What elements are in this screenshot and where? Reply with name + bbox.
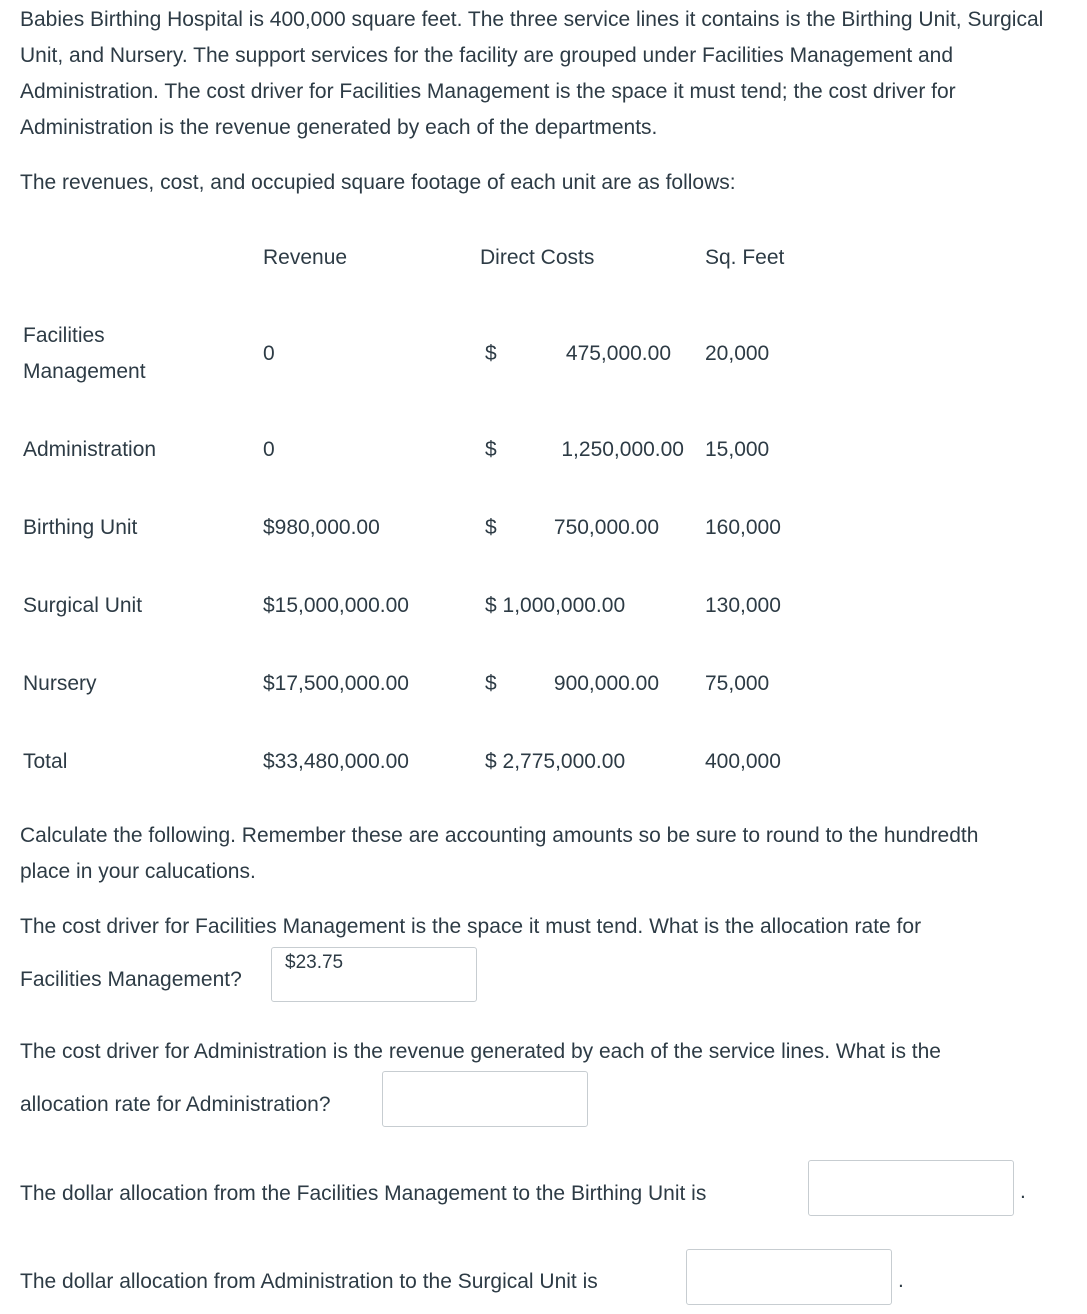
dollar-sign: $: [485, 672, 497, 695]
direct-cost-cell: 475,000.00: [565, 342, 671, 365]
direct-cost-cell: $ 2,775,000.00: [485, 750, 626, 773]
revenue-cell: $15,000,000.00: [263, 594, 409, 617]
row-label: Facilities: [23, 324, 105, 347]
facilities-allocation-rate-input[interactable]: [271, 947, 477, 1002]
dollar-sign: $: [485, 516, 497, 539]
direct-cost-cell: 900,000.00: [553, 672, 659, 695]
revenue-cell: $980,000.00: [263, 516, 380, 539]
revenue-cell: $33,480,000.00: [263, 750, 409, 773]
row-label: Birthing Unit: [23, 516, 138, 539]
row-label: Total: [23, 750, 68, 773]
row-label: Management: [23, 360, 146, 383]
dollar-sign: $: [485, 342, 497, 365]
sentence-period: .: [898, 1269, 904, 1292]
administration-to-surgical-allocation-input[interactable]: [686, 1249, 892, 1305]
direct-cost-cell: 1,250,000.00: [561, 438, 684, 461]
sq-feet-cell: 130,000: [705, 594, 781, 617]
sq-feet-cell: 15,000: [705, 438, 770, 461]
intro-paragraph: Babies Birthing Hospital is 400,000 square feet. The three service lines it contains is the Birthing Unit, Surgical Unit, and Nursery. The support services for the facility are grouped under Facilities Management and Administration. The cost driver for Facilities Management is the space it must tend; the cost driver for Administration is the revenue generated by each of the departments.: [20, 8, 1044, 139]
facilities-to-birthing-allocation-input[interactable]: [808, 1160, 1014, 1216]
question-1-line2: Facilities Management?: [20, 968, 242, 991]
question-1-line1: The cost driver for Facilities Management is the space it must tend. What is the allocation rate for: [20, 915, 922, 938]
administration-allocation-rate-input[interactable]: [382, 1071, 588, 1127]
question-4-text: The dollar allocation from Administration to the Surgical Unit is: [20, 1270, 598, 1293]
sq-feet-cell: 160,000: [705, 516, 781, 539]
revenue-cell: 0: [263, 438, 275, 461]
row-label: Surgical Unit: [23, 594, 143, 617]
header-revenue: Revenue: [263, 246, 348, 269]
table-intro-paragraph: The revenues, cost, and occupied square footage of each unit are as follows:: [20, 171, 736, 194]
calc-instructions: Calculate the following. Remember these are accounting amounts so be sure to round to the hundredth place in your calucations.: [20, 824, 979, 883]
sq-feet-cell: 75,000: [705, 672, 770, 695]
header-sq-feet: Sq. Feet: [705, 246, 785, 269]
question-2-line2: allocation rate for Administration?: [20, 1093, 331, 1116]
dollar-sign: $: [485, 438, 497, 461]
sq-feet-cell: 400,000: [705, 750, 781, 773]
sentence-period: .: [1020, 1180, 1026, 1203]
sq-feet-cell: 20,000: [705, 342, 770, 365]
question-2-line1: The cost driver for Administration is the revenue generated by each of the service lines. What is the: [20, 1040, 941, 1063]
row-label: Nursery: [23, 672, 97, 695]
direct-cost-cell: $ 1,000,000.00: [485, 594, 626, 617]
revenue-cell: 0: [263, 342, 275, 365]
row-label: Administration: [23, 438, 157, 461]
header-direct-costs: Direct Costs: [480, 246, 595, 269]
question-3-text: The dollar allocation from the Facilities Management to the Birthing Unit is: [20, 1182, 707, 1205]
revenue-cell: $17,500,000.00: [263, 672, 409, 695]
direct-cost-cell: 750,000.00: [553, 516, 659, 539]
